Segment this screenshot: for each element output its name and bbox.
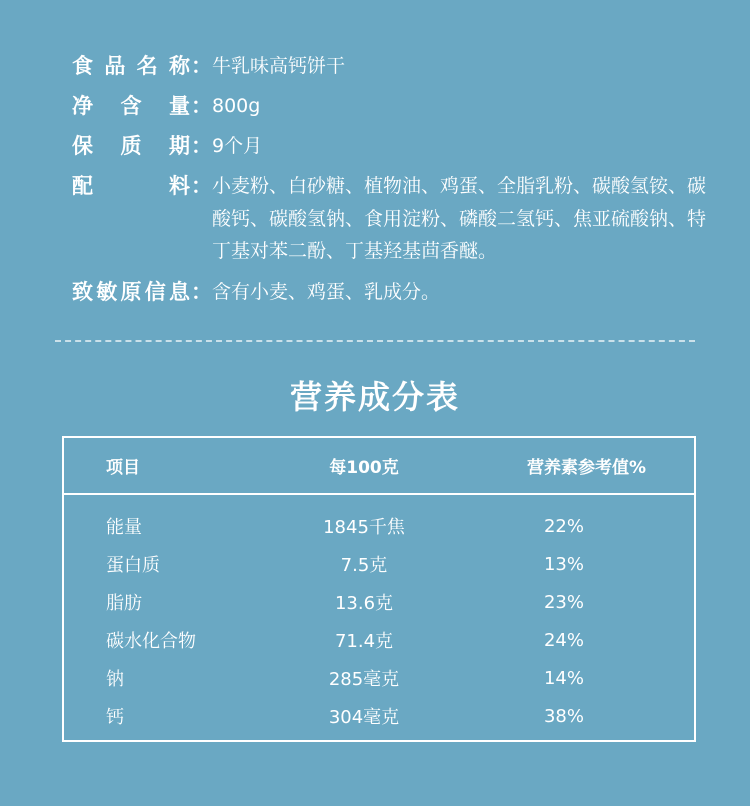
cell-nrv: 22% [543, 515, 584, 537]
cell-amount: 304毫克 [328, 707, 400, 728]
header-item: 项目 [106, 458, 140, 478]
cell-item: 碳水化合物 [106, 631, 196, 652]
cell-item: 蛋白质 [106, 555, 160, 576]
info-value-allergen: 含有小麦、鸡蛋、乳成分。 [212, 280, 441, 303]
cell-nrv: 23% [543, 591, 584, 613]
info-row-ingredients [72, 170, 712, 268]
table-row [64, 545, 694, 583]
cell-amount: 7.5克 [340, 555, 388, 576]
dashed-divider [55, 340, 695, 342]
cell-item: 钠 [106, 669, 124, 690]
cell-amount: 1845千焦 [323, 517, 405, 538]
table-row [64, 697, 694, 735]
cell-amount: 285毫克 [328, 669, 400, 690]
nutrition-table [62, 436, 696, 742]
cell-nrv: 24% [543, 629, 584, 651]
table-row [64, 659, 694, 697]
table-row [64, 583, 694, 621]
info-row-allergen [72, 276, 712, 308]
info-label-ingredients: 配 料 ： [72, 174, 212, 198]
cell-item: 脂肪 [106, 593, 142, 614]
info-value-ingredients: 小麦粉、白砂糖、植物油、鸡蛋、全脂乳粉、碳酸氢铵、碳酸钙、碳酸氢钠、食用淀粉、磷酸二氢钙、焦亚硫酸钠、特丁基对苯二酚、丁基羟基茴香醚。 [212, 175, 707, 262]
header-nrv: 营养素参考值% [526, 458, 647, 478]
cell-nrv: 13% [543, 553, 584, 575]
info-label-net: 净 含 量 ： [72, 94, 212, 118]
table-row [64, 507, 694, 545]
info-value-shelf: 9个月 [212, 135, 263, 157]
info-value-net: 800g [212, 95, 261, 117]
product-info [72, 50, 712, 316]
header-per-100g: 每100克 [329, 458, 399, 478]
info-value-name: 牛乳味高钙饼干 [212, 55, 346, 77]
cell-item: 钙 [106, 707, 124, 728]
info-label-shelf: 保 质 期 ： [72, 134, 212, 158]
nutrition-table-header [64, 438, 694, 495]
info-label-allergen: 致 敏 原 信 息 ： [72, 279, 212, 304]
info-row-name [72, 50, 712, 82]
nutrition-title: 营养成分表 [289, 378, 460, 416]
info-row-shelf [72, 130, 712, 162]
cell-amount: 13.6克 [334, 593, 394, 614]
info-row-net [72, 90, 712, 122]
cell-nrv: 38% [543, 705, 584, 727]
cell-item: 能量 [106, 517, 142, 538]
nutrition-table-body [64, 495, 694, 735]
info-label-name: 食 品 名 称 ： [72, 54, 212, 78]
cell-amount: 71.4克 [334, 631, 394, 652]
table-row [64, 621, 694, 659]
cell-nrv: 14% [543, 667, 584, 689]
